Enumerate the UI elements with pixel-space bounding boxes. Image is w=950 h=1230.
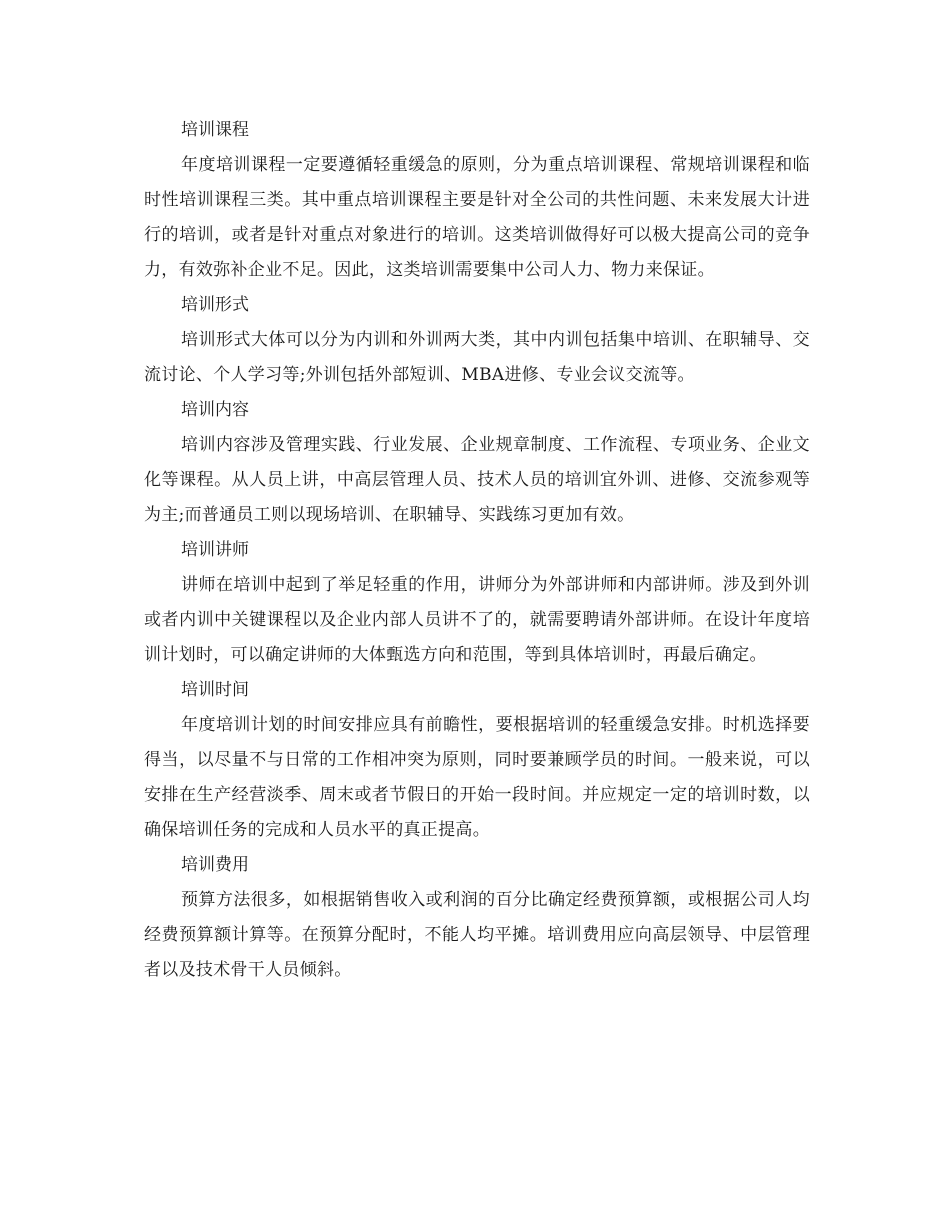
section-paragraph: 年度培训课程一定要遵循轻重缓急的原则，分为重点培训课程、常规培训课程和临时性培训课程三类。其中重点培训课程主要是针对全公司的共性问题、未来发展大计进行的培训，或者是针对重点对象进行的培训。这类培训做得好可以极大提高公司的竞争力，有效弥补企业不足。因此，这类培训需要集中公司人力、物力来保证。 xyxy=(144,155,810,280)
section-paragraph: 预算方法很多，如根据销售收入或利润的百分比确定经费预算额，或根据公司人均经费预算额计算等。在预算分配时，不能人均平摊。培训费用应向高层领导、中层管理者以及技术骨干人员倾斜。 xyxy=(144,890,810,980)
section-heading: 培训费用 xyxy=(181,855,249,875)
section-costs xyxy=(144,848,810,988)
section-heading: 培训讲师 xyxy=(181,540,249,560)
section-format xyxy=(144,288,810,393)
section-paragraph: 培训形式大体可以分为内训和外训两大类，其中内训包括集中培训、在职辅导、交流讨论、个人学习等;外训包括外部短训、MBA进修、专业会议交流等。 xyxy=(144,330,810,385)
section-heading: 培训内容 xyxy=(181,400,249,420)
section-time xyxy=(144,673,810,848)
section-courses xyxy=(144,113,810,288)
section-paragraph: 年度培训计划的时间安排应具有前瞻性，要根据培训的轻重缓急安排。时机选择要得当，以尽量不与日常的工作相冲突为原则，同时要兼顾学员的时间。一般来说，可以安排在生产经营淡季、周末或者节假日的开始一段时间。并应规定一定的培训时数，以确保培训任务的完成和人员水平的真正提高。 xyxy=(144,715,810,840)
section-heading: 培训形式 xyxy=(181,295,249,315)
document-page xyxy=(144,113,810,988)
section-paragraph: 培训内容涉及管理实践、行业发展、企业规章制度、工作流程、专项业务、企业文化等课程。从人员上讲，中高层管理人员、技术人员的培训宜外训、进修、交流参观等为主;而普通员工则以现场培训、在职辅导、实践练习更加有效。 xyxy=(144,435,810,525)
section-paragraph: 讲师在培训中起到了举足轻重的作用，讲师分为外部讲师和内部讲师。涉及到外训或者内训中关键课程以及企业内部人员讲不了的，就需要聘请外部讲师。在设计年度培训计划时，可以确定讲师的大体甄选方向和范围，等到具体培训时，再最后确定。 xyxy=(144,575,810,665)
section-lecturers xyxy=(144,533,810,673)
section-content xyxy=(144,393,810,533)
section-heading: 培训课程 xyxy=(181,120,249,140)
section-heading: 培训时间 xyxy=(181,680,249,700)
